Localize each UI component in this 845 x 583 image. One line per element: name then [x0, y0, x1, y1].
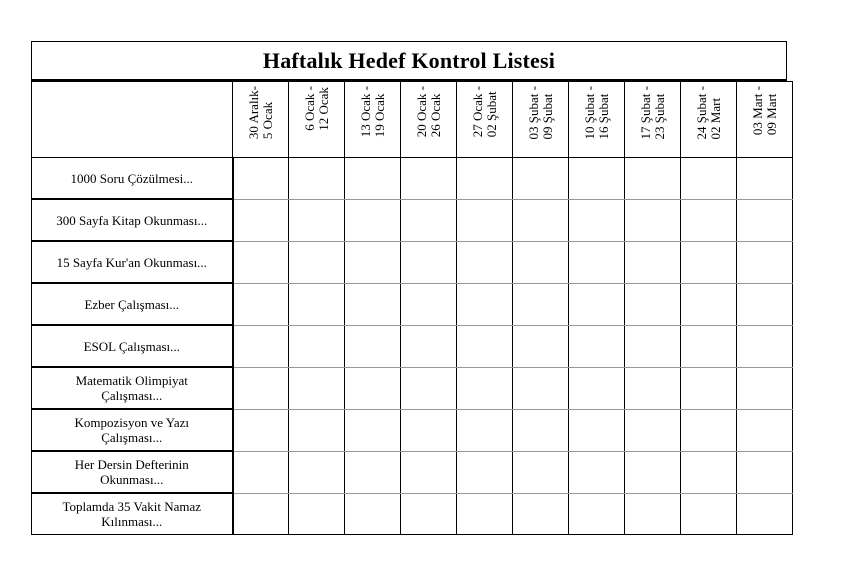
task-row [32, 325, 793, 367]
check-cell[interactable] [681, 493, 737, 535]
check-cell[interactable] [345, 367, 401, 409]
checklist-sheet [31, 41, 787, 535]
check-cell[interactable] [345, 325, 401, 367]
check-cell[interactable] [289, 409, 345, 451]
check-cell[interactable] [401, 283, 457, 325]
check-cell[interactable] [681, 158, 737, 200]
task-row [32, 451, 793, 493]
check-cell[interactable] [737, 325, 793, 367]
check-cell[interactable] [513, 325, 569, 367]
check-cell[interactable] [401, 199, 457, 241]
week-header [737, 82, 793, 158]
check-cell[interactable] [737, 158, 793, 200]
check-cell[interactable] [513, 367, 569, 409]
check-cell[interactable] [513, 409, 569, 451]
check-cell[interactable] [345, 241, 401, 283]
check-cell[interactable] [737, 283, 793, 325]
check-cell[interactable] [233, 451, 289, 493]
check-cell[interactable] [681, 409, 737, 451]
task-row [32, 283, 793, 325]
check-cell[interactable] [401, 451, 457, 493]
checklist-table [31, 81, 793, 535]
check-cell[interactable] [569, 199, 625, 241]
week-range-end: 26 Ocak [427, 93, 443, 138]
check-cell[interactable] [345, 409, 401, 451]
week-header [625, 82, 681, 158]
check-cell[interactable] [625, 325, 681, 367]
week-header [289, 82, 345, 158]
check-cell[interactable] [233, 325, 289, 367]
check-cell[interactable] [233, 199, 289, 241]
check-cell[interactable] [289, 283, 345, 325]
week-range-end: 09 Şubat [539, 93, 555, 140]
week-header [233, 82, 289, 158]
check-cell[interactable] [681, 325, 737, 367]
week-range-start: 27 Ocak - [469, 86, 485, 138]
check-cell[interactable] [737, 367, 793, 409]
week-range-start: 24 Şubat - [693, 86, 709, 140]
task-row [32, 367, 793, 409]
check-cell[interactable] [513, 199, 569, 241]
check-cell[interactable] [737, 241, 793, 283]
week-header [457, 82, 513, 158]
check-cell[interactable] [625, 241, 681, 283]
task-label: 15 Sayfa Kur'an Okunması... [32, 241, 233, 283]
check-cell[interactable] [401, 367, 457, 409]
check-cell[interactable] [289, 367, 345, 409]
task-label: ESOL Çalışması... [32, 325, 233, 367]
check-cell[interactable] [625, 199, 681, 241]
check-cell[interactable] [569, 241, 625, 283]
task-label: Her Dersin Defterinin Okunması... [32, 451, 233, 493]
check-cell[interactable] [569, 451, 625, 493]
check-cell[interactable] [457, 367, 513, 409]
check-cell[interactable] [401, 158, 457, 200]
week-range-start: 03 Mart - [749, 86, 765, 136]
check-cell[interactable] [457, 283, 513, 325]
week-header [401, 82, 457, 158]
check-cell[interactable] [345, 493, 401, 535]
task-row [32, 409, 793, 451]
check-cell[interactable] [513, 241, 569, 283]
check-cell[interactable] [345, 451, 401, 493]
task-row [32, 493, 793, 535]
check-cell[interactable] [289, 493, 345, 535]
check-cell[interactable] [233, 241, 289, 283]
task-label: Kompozisyon ve Yazı Çalışması... [32, 409, 233, 451]
check-cell[interactable] [569, 283, 625, 325]
check-cell[interactable] [233, 409, 289, 451]
week-header [681, 82, 737, 158]
check-cell[interactable] [569, 409, 625, 451]
check-cell[interactable] [289, 241, 345, 283]
check-cell[interactable] [625, 493, 681, 535]
week-range-end: 5 Ocak [259, 101, 275, 140]
check-cell[interactable] [681, 367, 737, 409]
week-range-start: 20 Ocak - [413, 86, 429, 138]
check-cell[interactable] [457, 409, 513, 451]
check-cell[interactable] [513, 158, 569, 200]
task-row [32, 158, 793, 200]
check-cell[interactable] [569, 158, 625, 200]
check-cell[interactable] [513, 493, 569, 535]
check-cell[interactable] [737, 199, 793, 241]
week-range-end: 09 Mart [763, 93, 779, 136]
week-range-end: 02 Mart [707, 97, 723, 140]
check-cell[interactable] [289, 325, 345, 367]
week-range-start: 10 Şubat - [581, 86, 597, 140]
check-cell[interactable] [457, 493, 513, 535]
header-corner-cell [32, 82, 233, 158]
week-range-end: 16 Şubat [595, 93, 611, 140]
task-label: Ezber Çalışması... [32, 283, 233, 325]
task-label: 300 Sayfa Kitap Okunması... [32, 199, 233, 241]
check-cell[interactable] [681, 241, 737, 283]
task-label: 1000 Soru Çözülmesi... [32, 158, 233, 200]
check-cell[interactable] [457, 241, 513, 283]
check-cell[interactable] [289, 451, 345, 493]
week-range-end: 19 Ocak [371, 93, 387, 138]
week-range-start: 13 Ocak - [357, 86, 373, 138]
check-cell[interactable] [625, 451, 681, 493]
check-cell[interactable] [457, 158, 513, 200]
check-cell[interactable] [625, 283, 681, 325]
week-range-start: 17 Şubat - [637, 86, 653, 140]
check-cell[interactable] [457, 451, 513, 493]
check-cell[interactable] [345, 158, 401, 200]
task-label: Toplamda 35 Vakit Namaz Kılınması... [32, 493, 233, 535]
check-cell[interactable] [457, 199, 513, 241]
week-range-end: 23 Şubat [651, 93, 667, 140]
week-header [513, 82, 569, 158]
week-range-end: 02 Şubat [483, 91, 499, 138]
check-cell[interactable] [401, 325, 457, 367]
header-row [32, 82, 793, 158]
check-cell[interactable] [233, 493, 289, 535]
check-cell[interactable] [457, 325, 513, 367]
check-cell[interactable] [401, 409, 457, 451]
check-cell[interactable] [681, 199, 737, 241]
check-cell[interactable] [625, 367, 681, 409]
check-cell[interactable] [345, 283, 401, 325]
check-cell[interactable] [737, 451, 793, 493]
check-cell[interactable] [401, 241, 457, 283]
check-cell[interactable] [233, 158, 289, 200]
task-label: Matematik Olimpiyat Çalışması... [32, 367, 233, 409]
week-header [569, 82, 625, 158]
check-cell[interactable] [569, 367, 625, 409]
check-cell[interactable] [569, 493, 625, 535]
week-header [345, 82, 401, 158]
week-range-start: 03 Şubat - [525, 86, 541, 140]
task-row [32, 199, 793, 241]
check-cell[interactable] [233, 283, 289, 325]
check-cell[interactable] [737, 493, 793, 535]
check-cell[interactable] [289, 158, 345, 200]
check-cell[interactable] [737, 409, 793, 451]
week-range-start: 6 Ocak - [301, 86, 317, 131]
check-cell[interactable] [625, 409, 681, 451]
task-row [32, 241, 793, 283]
check-cell[interactable] [513, 451, 569, 493]
checklist-title: Haftalık Hedef Kontrol Listesi [31, 41, 787, 81]
check-cell[interactable] [681, 451, 737, 493]
check-cell[interactable] [401, 493, 457, 535]
week-range-end: 12 Ocak [315, 87, 331, 131]
week-range-start: 30 Aralık- [245, 86, 261, 140]
check-cell[interactable] [233, 367, 289, 409]
check-cell[interactable] [569, 325, 625, 367]
check-cell[interactable] [681, 283, 737, 325]
check-cell[interactable] [289, 199, 345, 241]
check-cell[interactable] [513, 283, 569, 325]
check-cell[interactable] [345, 199, 401, 241]
check-cell[interactable] [625, 158, 681, 200]
